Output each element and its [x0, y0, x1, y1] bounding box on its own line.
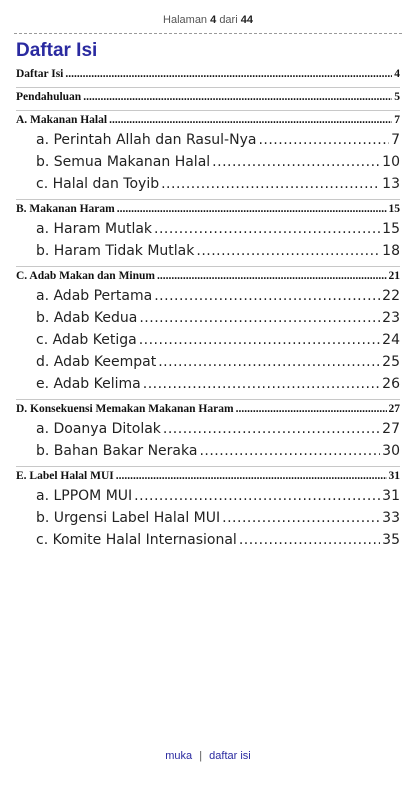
toc-item-page: 31: [382, 488, 400, 504]
toc-item-title: b. Semua Makanan Halal: [36, 154, 211, 170]
toc-item-title: c. Komite Halal Internasional: [36, 532, 237, 548]
current-page-number: 4: [210, 14, 217, 26]
toc-section-entry[interactable]: [16, 68, 400, 86]
toc-item-title: a. Adab Pertama: [36, 288, 153, 304]
toc-section-title: Daftar Isi: [16, 68, 64, 80]
toc-leader-dots: [196, 243, 380, 259]
toc-leader-dots: [157, 270, 387, 282]
toc-leader-dots: [212, 154, 380, 170]
toc-section-entry[interactable]: [16, 470, 400, 488]
toc-item-entry[interactable]: [16, 243, 400, 265]
toc-item-entry[interactable]: [16, 443, 400, 465]
toc-item-entry[interactable]: [16, 376, 400, 398]
toc-section-entry[interactable]: [16, 114, 400, 132]
toc-item-entry[interactable]: [16, 176, 400, 198]
toc-leader-dots: [161, 176, 380, 192]
toc-leader-dots: [109, 114, 392, 126]
toc-title: Daftar Isi: [16, 40, 98, 61]
toc-item-page: 26: [382, 376, 400, 392]
toc-section-page: 31: [388, 470, 400, 482]
toc-item-page: 35: [382, 532, 400, 548]
toc-section-page: 15: [388, 203, 400, 215]
toc-item-entry[interactable]: [16, 532, 400, 554]
toc-item-page: 10: [382, 154, 400, 170]
toc-leader-dots: [143, 376, 380, 392]
toc-leader-dots: [154, 288, 380, 304]
toc-section-title: E. Label Halal MUI: [16, 470, 114, 482]
toc-item-entry[interactable]: [16, 488, 400, 510]
toc-leader-dots: [116, 470, 387, 482]
toc-item-title: b. Bahan Bakar Neraka: [36, 443, 198, 459]
toc-section-page: 27: [388, 403, 400, 415]
toc-item-title: b. Haram Tidak Mutlak: [36, 243, 195, 259]
toc-section-title: A. Makanan Halal: [16, 114, 108, 126]
toc-section-entry[interactable]: [16, 91, 400, 109]
toc-item-page: 24: [382, 332, 400, 348]
toc-item-entry[interactable]: [16, 288, 400, 310]
section-divider: [16, 199, 400, 200]
toc-section-page: 5: [394, 91, 400, 103]
toc-item-entry[interactable]: [16, 354, 400, 376]
toc-item-entry[interactable]: [16, 132, 400, 154]
toc-item-page: 15: [382, 221, 400, 237]
toc-item-page: 30: [382, 443, 400, 459]
total-page-number: 44: [240, 14, 253, 26]
section-divider: [16, 110, 400, 111]
table-of-contents: [16, 68, 400, 554]
toc-item-page: 27: [382, 421, 400, 437]
toc-item-page: 22: [382, 288, 400, 304]
toc-leader-dots: [158, 354, 380, 370]
toc-item-entry[interactable]: [16, 221, 400, 243]
toc-leader-dots: [239, 532, 380, 548]
toc-item-title: c. Halal dan Toyib: [36, 176, 160, 192]
footer-nav: [0, 750, 416, 762]
toc-section-title: B. Makanan Haram: [16, 203, 115, 215]
toc-section-title: C. Adab Makan dan Minum: [16, 270, 155, 282]
toc-section-page: 4: [394, 68, 400, 80]
toc-item-title: a. Haram Mutlak: [36, 221, 153, 237]
toc-item-entry[interactable]: [16, 421, 400, 443]
toc-leader-dots: [117, 203, 387, 215]
toc-item-entry[interactable]: [16, 332, 400, 354]
toc-section-page: 7: [394, 114, 400, 126]
toc-section-entry[interactable]: [16, 270, 400, 288]
toc-item-title: a. Perintah Allah dan Rasul-Nya: [36, 132, 257, 148]
page-indicator: [0, 14, 416, 26]
toc-item-page: 7: [391, 132, 400, 148]
toc-item-entry[interactable]: [16, 510, 400, 532]
toc-section-entry[interactable]: [16, 403, 400, 421]
section-divider: [16, 399, 400, 400]
toc-leader-dots: [236, 403, 387, 415]
section-divider: [16, 266, 400, 267]
footer-separator: |: [199, 750, 203, 762]
toc-leader-dots: [199, 443, 380, 459]
toc-item-title: c. Adab Ketiga: [36, 332, 137, 348]
toc-item-page: 25: [382, 354, 400, 370]
toc-section-entry[interactable]: [16, 203, 400, 221]
toc-item-page: 23: [382, 310, 400, 326]
toc-item-title: b. Adab Kedua: [36, 310, 138, 326]
toc-item-page: 18: [382, 243, 400, 259]
toc-item-title: a. LPPOM MUI: [36, 488, 133, 504]
toc-section-title: Pendahuluan: [16, 91, 82, 103]
toc-leader-dots: [154, 221, 380, 237]
toc-item-title: a. Doanya Ditolak: [36, 421, 161, 437]
toc-leader-dots: [65, 68, 392, 80]
toc-leader-dots: [139, 310, 380, 326]
toc-link[interactable]: daftar isi: [209, 750, 251, 762]
toc-leader-dots: [139, 332, 380, 348]
toc-item-entry[interactable]: [16, 310, 400, 332]
toc-item-page: 13: [382, 176, 400, 192]
toc-leader-dots: [83, 91, 392, 103]
toc-item-page: 33: [382, 510, 400, 526]
toc-leader-dots: [134, 488, 380, 504]
page-indicator-middle: dari: [219, 14, 238, 26]
toc-leader-dots: [163, 421, 380, 437]
section-divider: [16, 87, 400, 88]
home-link[interactable]: muka: [165, 750, 193, 762]
toc-item-title: e. Adab Kelima: [36, 376, 141, 392]
toc-section-title: D. Konsekuensi Memakan Makanan Haram: [16, 403, 234, 415]
toc-section-page: 21: [388, 270, 400, 282]
toc-leader-dots: [258, 132, 389, 148]
header-divider: [14, 33, 402, 34]
page-indicator-prefix: Halaman: [163, 14, 208, 26]
section-divider: [16, 466, 400, 467]
toc-item-title: b. Urgensi Label Halal MUI: [36, 510, 221, 526]
toc-item-title: d. Adab Keempat: [36, 354, 157, 370]
toc-item-entry[interactable]: [16, 154, 400, 176]
toc-leader-dots: [222, 510, 380, 526]
